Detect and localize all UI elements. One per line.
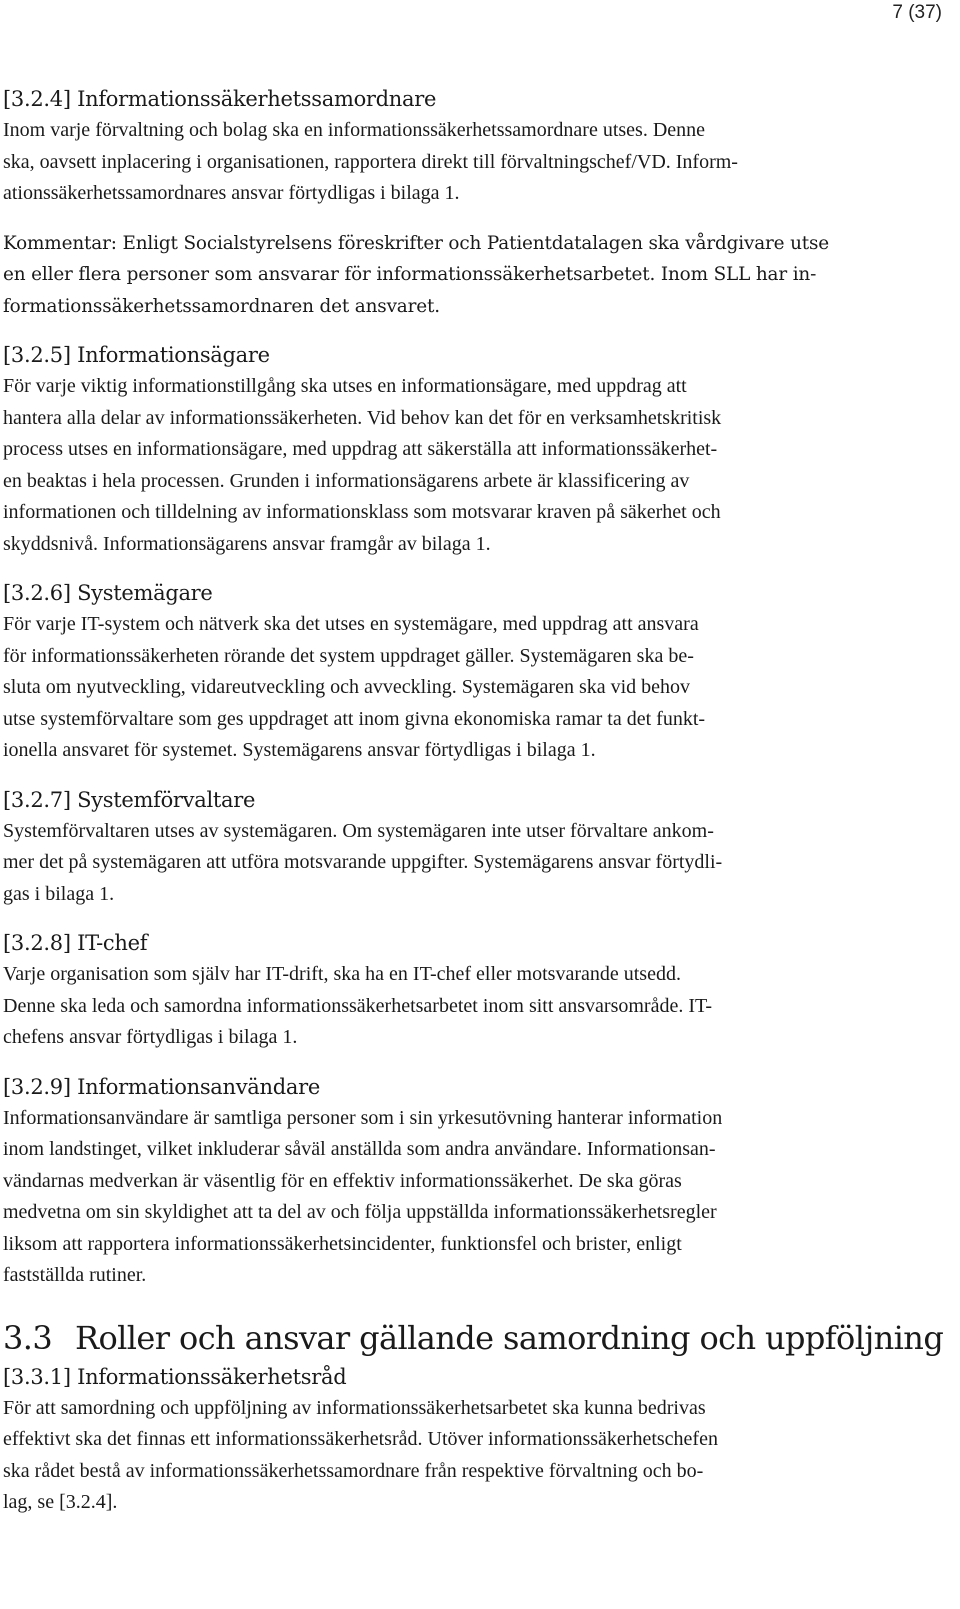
paragraph-line: gas i bilaga 1. [3,882,115,905]
paragraph-line: effektivt ska det finnas ett informationssäkerhetsråd. Utöver informationssäkerhetschefen [3,1428,718,1450]
comment-block [3,228,948,323]
paragraph-line: informationen och tilldelning av informationsklass som motsvarar kraven på säkerhet och [3,501,721,523]
paragraph-line: vändarnas medverkan är väsentlig för en effektiv informationssäkerhet. De ska göras [3,1169,682,1192]
paragraph-line: Inom varje förvaltning och bolag ska en informationssäkerhetssamordnare utses. Denne [3,119,706,141]
page-number: 7 (37) [892,2,942,23]
paragraph-line: Varje organisation som själv har IT-drift, ska ha en IT-chef eller motsvarande utsedd. [3,963,681,985]
section-heading: [3.2.4] Informationssäkerhetssamordnare [3,87,437,111]
section-heading: [3.2.9] Informationsanvändare [3,1074,320,1099]
paragraph-line: För varje viktig informationstillgång ska utses en informationsägare, med uppdrag att [3,375,687,397]
section-heading: [3.2.8] IT-chef [3,931,148,955]
paragraph-line: lag, se [3.2.4]. [3,1491,118,1513]
paragraph-line: Systemförvaltaren utses av systemägaren. Om systemägaren inte utser förvaltare ankom- [3,819,714,842]
chapter-title: Roller och ansvar gällande samordning och uppföljning [75,1318,944,1357]
paragraph-line: inom landstinget, vilket inkluderar såväl anställda som andra användare. Informationsan- [3,1138,716,1160]
paragraph-line: medvetna om sin skyldighet att ta del av och följa uppställda informationssäkerhetsregler [3,1201,717,1223]
section-3-2-5 [3,340,948,560]
paragraph-line: Informationsanvändare är samtliga personer som i sin yrkesutövning hanterar information [3,1106,723,1129]
section-3-2-9 [3,1072,948,1292]
section-3-2-8 [3,928,948,1054]
paragraph-line: process utses en informationsägare, med uppdrag att säkerställa att informationssäkerhet- [3,438,718,460]
paragraph-line: hantera alla delar av informationssäkerheten. Vid behov kan det för en verksamhetskritisk [3,406,722,429]
paragraph-line: ionella ansvaret för systemet. Systemägarens ansvar förtydligas i bilaga 1. [3,739,596,761]
paragraph-line: fastställda rutiner. [3,1264,147,1286]
paragraph-line: Denne ska leda och samordna informationssäkerhetsarbetet inom sitt ansvarsområde. IT- [3,994,713,1017]
comment-line: en eller flera personer som ansvarar för informationssäkerhetsarbetet. Inom SLL har in- [3,264,817,285]
section-heading: [3.2.5] Informationsägare [3,343,270,367]
section-heading: [3.2.7] Systemförvaltare [3,787,256,812]
paragraph-line: ska, oavsett inplacering i organisationen, rapportera direkt till förvaltningschef/VD. Inform- [3,150,738,173]
section-heading: [3.3.1] Informationssäkerhetsråd [3,1364,347,1389]
document-body [3,84,948,1537]
paragraph-line: ska rådet bestå av informationssäkerhetssamordnare från respektive förvaltning och bo- [3,1459,704,1482]
section-3-2-7 [3,785,948,911]
paragraph-line: För varje IT-system och nätverk ska det utses en systemägare, med uppdrag att ansvara [3,613,699,635]
paragraph-line: chefens ansvar förtydligas i bilaga 1. [3,1026,298,1048]
section-heading: [3.2.6] Systemägare [3,581,213,605]
paragraph-line: en beaktas i hela processen. Grunden i informationsägarens arbete är klassificering av [3,469,690,492]
chapter-number: 3.3 [3,1318,53,1357]
paragraph-line: mer det på systemägaren att utföra motsvarande uppgifter. Systemägarens ansvar förtydli- [3,851,723,873]
paragraph-line: ationssäkerhetssamordnares ansvar förtydligas i bilaga 1. [3,182,460,204]
paragraph-line: För att samordning och uppföljning av informationssäkerhetsarbetet ska kunna bedrivas [3,1396,706,1419]
comment-line: Kommentar: Enligt Socialstyrelsens föreskrifter och Patientdatalagen ska vårdgivare utse [3,232,830,254]
section-3-3-1 [3,1362,948,1519]
paragraph-line: utse systemförvaltare som ges uppdraget att inom givna ekonomiska ramar ta det funkt- [3,707,706,730]
section-3-2-4 [3,84,948,210]
chapter-heading [3,1318,948,1358]
section-3-2-6 [3,578,948,767]
paragraph-line: för informationssäkerheten rörande det system uppdraget gäller. Systemägaren ska be- [3,644,694,667]
paragraph-line: liksom att rapportera informationssäkerhetsincidenter, funktionsfel och brister, enligt [3,1232,682,1255]
paragraph-line: skyddsnivå. Informationsägarens ansvar framgår av bilaga 1. [3,532,491,555]
paragraph-line: sluta om nyutveckling, vidareutveckling och avveckling. Systemägaren ska vid behov [3,676,691,698]
comment-line: formationssäkerhetssamordnaren det ansvaret. [3,295,440,317]
